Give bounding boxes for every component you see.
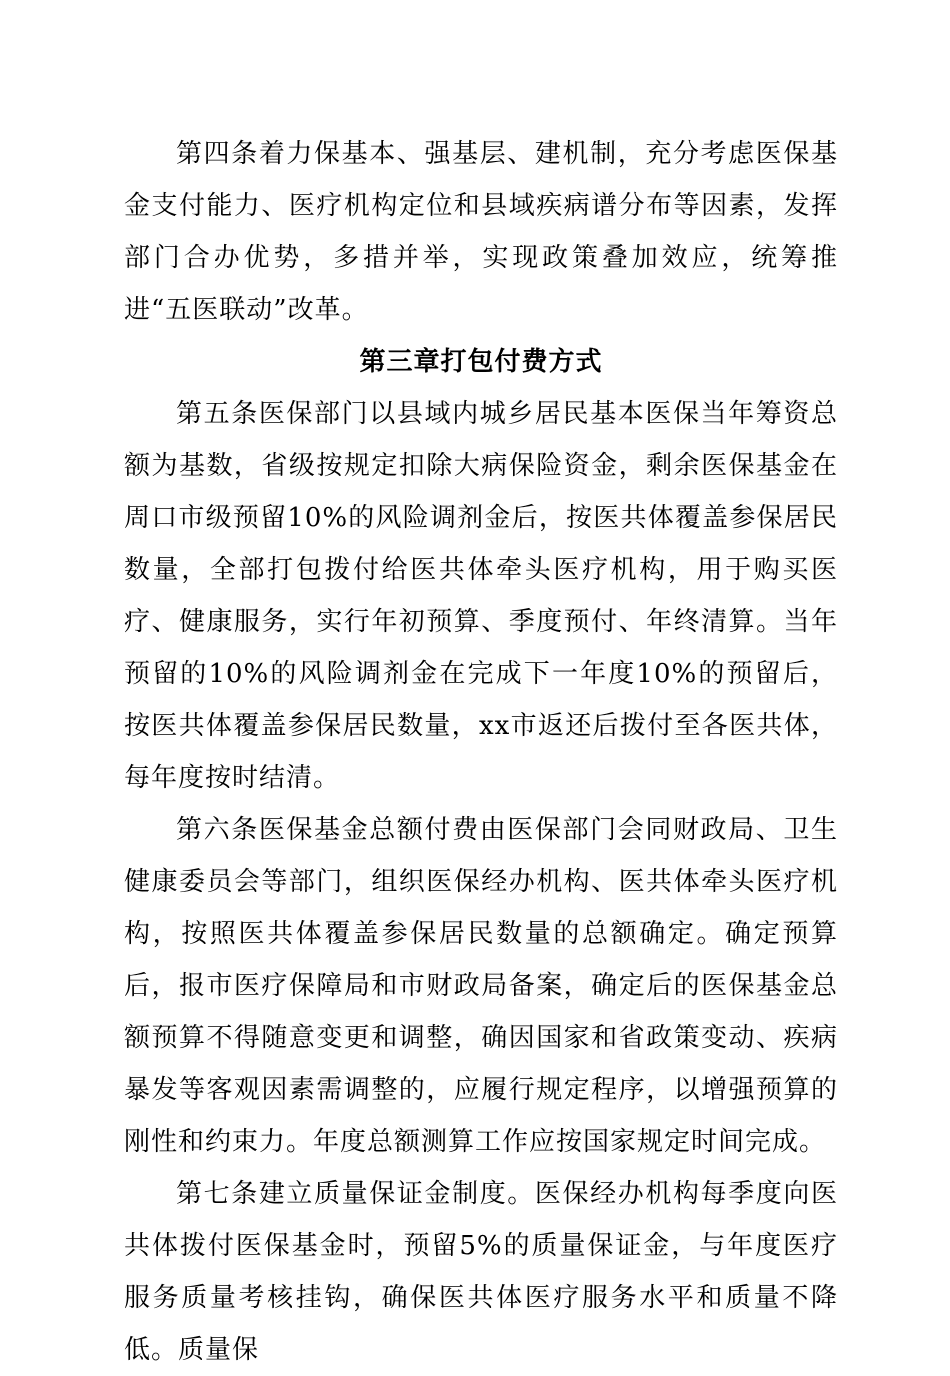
article-4-paragraph: 第四条着力保基本、强基层、建机制，充分考虑医保基金支付能力、医疗机构定位和县域疾病谱分布等因素，发挥部门合办优势，多措并举，实现政策叠加效应，统筹推进“五医联动”改革。 (124, 139, 838, 325)
article-7-paragraph: 第七条建立质量保证金制度。医保经办机构每季度向医共体拨付医保基金时，预留5%的质量保证金，与年度医疗服务质量考核挂钩，确保医共体医疗服务水平和质量不降低。质量保 (124, 1179, 838, 1365)
chapter-3-title: 第三章打包付费方式 (359, 347, 603, 377)
article-5-paragraph: 第五条医保部门以县域内城乡居民基本医保当年筹资总额为基数，省级按规定扣除大病保险资金，剩余医保基金在周口市级预留10%的风险调剂金后，按医共体覆盖参保居民数量，全部打包拨付给医共体牵头医疗机构，用于购买医疗、健康服务，实行年初预算、季度预付、年终清算。当年预留的10%的风险调剂金在完成下一年度10%的预留后，按医共体覆盖参保居民数量，xx市返还后拨付至各医共体，每年度按时结清。 (124, 399, 838, 793)
article-6-paragraph: 第六条医保基金总额付费由医保部门会同财政局、卫生健康委员会等部门，组织医保经办机构、医共体牵头医疗机构，按照医共体覆盖参保居民数量的总额确定。确定预算后，报市医疗保障局和市财政局备案，确定后的医保基金总额预算不得随意变更和调整，确因国家和省政策变动、疾病暴发等客观因素需调整的，应履行规定程序，以增强预算的刚性和约束力。年度总额测算工作应按国家规定时间完成。 (124, 815, 838, 1157)
document-page (124, 128, 838, 1376)
